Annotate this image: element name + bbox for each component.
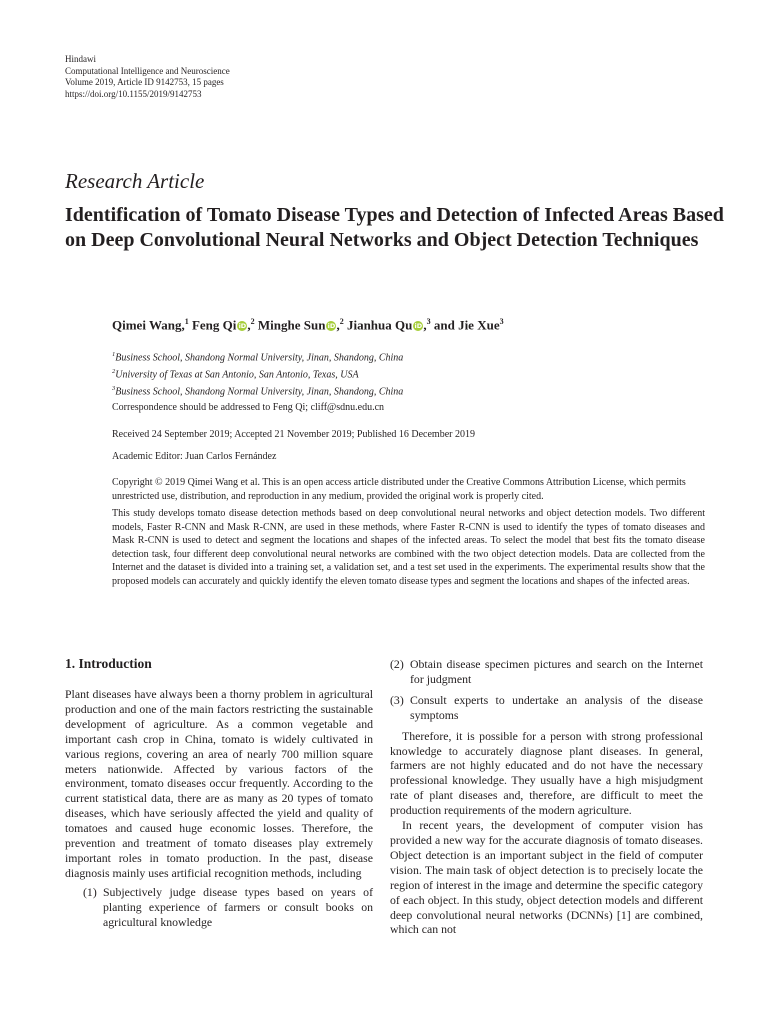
list-item: (1) Subjectively judge disease types based on years of planting experience of farmers or consult books on agricultural knowledge xyxy=(83,884,373,929)
author-name[interactable]: Qimei Wang, xyxy=(112,317,185,333)
author-affil-sup: 3 xyxy=(426,317,431,326)
body-column-left xyxy=(65,655,373,930)
author-name[interactable]: Minghe Sun xyxy=(257,317,326,333)
author-list: Qimei Wang,$^1$ Feng Qi iD,$^2$ Minghe Sun iD,$^2$ Jianhua Qu iD,$^3$ and Jie Xue$^3$ xyxy=(112,317,504,333)
orcid-icon[interactable]: iD xyxy=(238,322,247,331)
body-paragraph: Therefore, it is possible for a person with strong professional knowledge to accurately diagnose plant diseases. In general, farmers are not highly educated and do not have the necessary professional knowledge. They usually have a high misjudgment rate of plant diseases and, therefore, are difficult to meet the production requirements of the modern agriculture. xyxy=(390,728,703,818)
article-type: Research Article xyxy=(65,169,205,193)
affiliation-list xyxy=(112,348,403,398)
author-affil-sup: 1 xyxy=(184,317,189,326)
section-heading: 1. Introduction xyxy=(65,656,152,671)
author-name[interactable]: Jianhua Qu xyxy=(346,317,413,333)
affiliation: $^3$Business School, Shandong Normal University, Jinan, Shandong, China xyxy=(112,384,404,397)
doi-link[interactable]: https://doi.org/10.1155/2019/9142753 xyxy=(65,88,202,99)
list-item: (2) Obtain disease specimen pictures and search on the Internet for judgment xyxy=(390,657,703,686)
body-paragraph: Plant diseases have always been a thorny problem in agricultural production and one of the main factors restricting the sustainable development of agriculture. As a common vegetable and important cash crop in China, tomato is widely cultivated in various regions, covering an area of nearly 700 million square meters nationwide. Affected by various factors of the environment, tomato diseases occur frequently. According to the current statistical data, there are as many as 20 types of tomato diseases, which have seriously affected the yield and quality of tomatoes and caused huge economic losses. Therefore, the prevention and treatment of tomato diseases play extremely important roles in tomato production. In the past, disease diagnosis mainly uses artificial recognition methods, including xyxy=(65,687,373,880)
author-affil-sup: 2 xyxy=(250,317,255,326)
affiliation: $^1$Business School, Shandong Normal University, Jinan, Shandong, China xyxy=(112,351,404,364)
author-name[interactable]: Feng Qi xyxy=(191,317,237,333)
author-name[interactable]: and Jie Xue xyxy=(433,317,500,333)
orcid-icon[interactable]: iD xyxy=(414,322,423,331)
orcid-icon[interactable]: iD xyxy=(327,322,336,331)
copyright-notice: Copyright © 2019 Qimei Wang et al. This is an open access article distributed under the Creative Commons Attribution License, which permits unrestricted use, distribution, and reproduction in any medium, provided the original work is properly cited. xyxy=(112,477,686,502)
article-title: Identification of Tomato Disease Types and Detection of Infected Areas Based on Deep Convolutional Neural Networks and Object Detection Techniques xyxy=(65,204,724,251)
author-affil-sup: 3 xyxy=(499,317,504,326)
body-paragraph: In recent years, the development of computer vision has provided a new way for the accurate diagnosis of tomato diseases. Object detection is an important subject in the field of computer vision. The main task of object detection is to precisely locate the region of interest in the image and determine the specific category of each object. In this study, object detection models and different deep convolutional neural networks (DCNNs) [1] are combined, which can not xyxy=(390,818,703,937)
article-dates: Received 24 September 2019; Accepted 21 November 2019; Published 16 December 2019 xyxy=(112,429,475,440)
abstract: This study develops tomato disease detection methods based on deep convolutional neural networks and object detection models. Two different models, Faster R-CNN and Mask R-CNN, are used in these methods, where Faster R-CNN is used to identify the types of tomato diseases and Mask R-CNN is used to detect and segment the locations and shapes of the infected areas. To select the model that best fits the tomato disease detection task, four different deep convolutional neural networks are combined with the two object detection models. Data are collected from the Internet and the dataset is divided into a training set, a validation set, and a test set used in the experiments. The experimental results show that the proposed models can accurately and quickly identify the eleven tomato disease types and segment the locations and shapes of the infected areas. xyxy=(112,508,705,587)
affiliation: $^2$University of Texas at San Antonio, San Antonio, Texas, USA xyxy=(112,367,359,381)
list-item: (3) Consult experts to undertake an analysis of the disease symptoms xyxy=(390,692,703,722)
journal-name: Computational Intelligence and Neuroscience xyxy=(65,65,230,76)
volume-info: Volume 2019, Article ID 9142753, 15 pages xyxy=(65,77,224,87)
correspondence: Correspondence should be addressed to Feng Qi; cliff@sdnu.edu.cn xyxy=(112,402,385,413)
body-column-right xyxy=(390,655,703,937)
academic-editor: Academic Editor: Juan Carlos Fernández xyxy=(112,451,277,462)
author-affil-sup: 2 xyxy=(339,317,344,326)
publisher-name: Hindawi xyxy=(65,54,96,64)
journal-header xyxy=(65,54,230,100)
